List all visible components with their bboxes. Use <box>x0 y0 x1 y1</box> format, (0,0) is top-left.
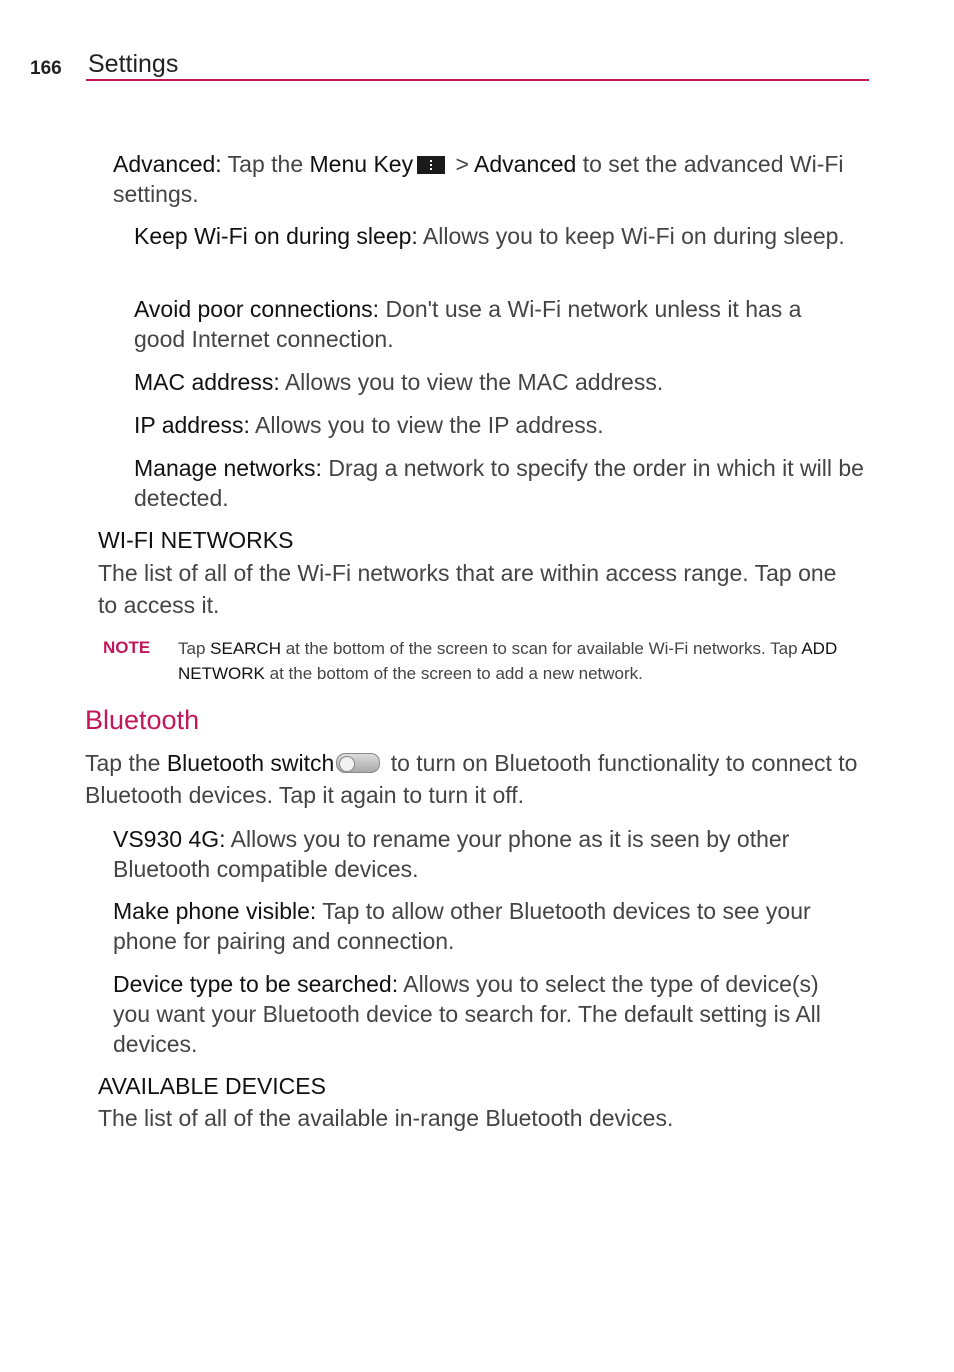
available-devices-heading: AVAILABLE DEVICES <box>98 1073 326 1099</box>
wifi-item-term: Avoid poor connections: <box>134 296 380 322</box>
bluetooth-item-desc: Allows you to rename your phone as it is seen by other Bluetooth compatible devices. <box>113 826 790 882</box>
note-label: NOTE <box>103 638 151 657</box>
wifi-item-desc: Don't use a Wi-Fi network unless it has a good Internet connection. <box>134 296 802 352</box>
advanced-term-2: Advanced <box>474 151 577 177</box>
bluetooth-item-term: Device type to be searched: <box>113 971 399 997</box>
advanced-text-2: > <box>449 151 475 177</box>
note-text-1: Tap <box>178 639 211 658</box>
note-text-3: at the bottom of the screen to add a new network. <box>264 664 643 683</box>
wifi-item <box>134 367 854 397</box>
note-search-keyword: SEARCH <box>210 639 281 658</box>
advanced-term: Advanced: <box>113 151 222 177</box>
advanced-paragraph <box>113 149 853 209</box>
wifi-networks-heading: WI-FI NETWORKS <box>98 527 294 553</box>
wifi-item-term: Keep Wi-Fi on during sleep: <box>134 223 418 249</box>
bluetooth-intro <box>85 747 875 811</box>
bluetooth-item <box>113 969 858 1059</box>
advanced-text-3: to set the advanced Wi-Fi settings. <box>113 151 844 207</box>
bluetooth-intro-text-1: Tap the <box>85 750 167 776</box>
bluetooth-item-desc: Allows you to select the type of device(s) you want your Bluetooth device to search for. The default setting is All devices. <box>113 971 821 1057</box>
available-devices-text: The list of all of the available in-range Bluetooth devices. <box>98 1105 674 1131</box>
page-number: 166 <box>30 58 62 79</box>
menu-key-term: Menu Key <box>309 151 414 177</box>
bluetooth-item-term: VS930 4G: <box>113 826 226 852</box>
wifi-item-desc: Allows you to view the IP address. <box>249 412 604 438</box>
bluetooth-item <box>113 824 833 884</box>
note-add-network-keyword: ADD NETWORK <box>178 639 838 683</box>
wifi-item-term: Manage networks: <box>134 455 322 481</box>
bluetooth-item-desc: Tap to allow other Bluetooth devices to see your phone for pairing and connection. <box>113 898 811 954</box>
header-divider <box>86 79 869 81</box>
wifi-item <box>134 410 854 440</box>
wifi-item <box>134 294 854 354</box>
wifi-item-desc: Allows you to view the MAC address. <box>279 369 664 395</box>
bluetooth-title: Bluetooth <box>85 705 200 735</box>
note-text <box>178 636 868 686</box>
wifi-item-term: IP address: <box>134 412 250 438</box>
bluetooth-switch-icon <box>336 753 380 773</box>
bluetooth-item <box>113 896 853 956</box>
wifi-networks-text: The list of all of the Wi-Fi networks that are within access range. Tap one to access it. <box>98 560 837 618</box>
advanced-text-1: Tap the <box>221 151 310 177</box>
bluetooth-switch-term: Bluetooth switch <box>166 750 335 776</box>
menu-key-icon <box>417 156 445 174</box>
bluetooth-intro-text-2: to turn on Bluetooth functionality to connect to Bluetooth devices. Tap it again to turn it off. <box>85 750 858 808</box>
page-title: Settings <box>88 50 179 78</box>
wifi-item-term: MAC address: <box>134 369 280 395</box>
bluetooth-item-term: Make phone visible: <box>113 898 317 924</box>
wifi-item-desc: Allows you to keep Wi-Fi on during sleep. <box>417 223 845 249</box>
wifi-item <box>134 453 874 513</box>
wifi-item-desc: Drag a network to specify the order in which it will be detected. <box>134 455 864 511</box>
note-text-2: at the bottom of the screen to scan for available Wi-Fi networks. Tap <box>281 639 802 658</box>
wifi-item <box>134 221 854 251</box>
